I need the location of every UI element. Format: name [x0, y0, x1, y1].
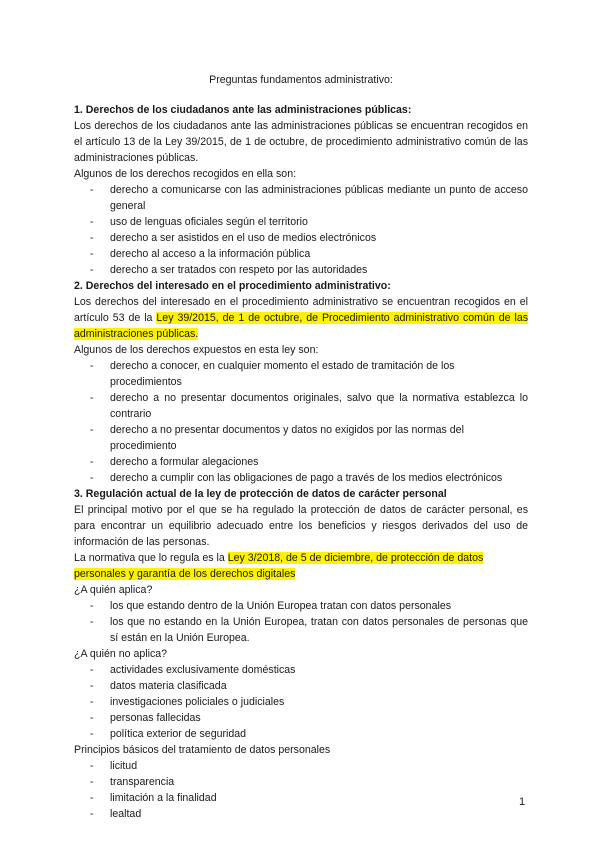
section-2-heading: 2. Derechos del interesado en el procedimiento administrativo: [74, 280, 391, 292]
highlighted-law-reference: Ley 39/2015, de 1 de octubre, de Procedimiento administrativo común de las administraciones públicas. [74, 312, 529, 340]
list-item: - derecho a cumplir con las obligaciones de pago a través de los medios electrónicos [74, 470, 528, 486]
list-item: - derecho a ser asistidos en el uso de medios electrónicos [74, 230, 528, 246]
question-applies: ¿A quién aplica? [74, 584, 153, 596]
list-item: - personas fallecidas [74, 710, 528, 726]
list-item: - actividades exclusivamente domésticas [74, 662, 528, 678]
section-3-intro: El principal motivo por el que se ha regulado la protección de datos de carácter personal, es para encontrar un equilibrio adecuado entre los beneficios y riesgos derivados del uso de información de las personas. [74, 504, 528, 548]
applies-list [74, 598, 528, 646]
section-2-lead: Algunos de los derechos expuestos en esta ley son: [74, 344, 319, 356]
list-item: - datos materia clasificada [74, 678, 528, 694]
section-2-intro [74, 294, 528, 342]
section-2-intro-text: Los derechos del interesado en el procedimiento administrativo se encuentran recogidos en el artículo 53 de la [74, 296, 528, 324]
list-item: - derecho a ser tratados con respeto por las autoridades [74, 262, 528, 278]
question-not-applies: ¿A quién no aplica? [74, 648, 168, 660]
list-item: - licitud [74, 758, 528, 774]
list-item: - los que estando dentro de la Unión Europea tratan con datos personales [74, 598, 528, 614]
highlighted-law-reference: Ley 3/2018, de 5 de diciembre, de protección de datos personales y garantía de los derechos digitales [74, 552, 484, 580]
not-applies-list [74, 662, 528, 742]
principles-lead: Principios básicos del tratamiento de datos personales [74, 744, 331, 756]
list-item: - derecho a no presentar documentos originales, salvo que la normativa establezca lo contrario [74, 390, 528, 422]
principles-list [74, 758, 528, 822]
list-item: - derecho a formular alegaciones [74, 454, 528, 470]
list-item: - lealtad [74, 806, 528, 822]
document-page [74, 72, 528, 822]
section-3-heading: 3. Regulación actual de la ley de protección de datos de carácter personal [74, 488, 447, 500]
section-1-list [74, 182, 528, 278]
list-item: - política exterior de seguridad [74, 726, 528, 742]
list-item: - derecho al acceso a la información pública [74, 246, 528, 262]
section-1-heading: 1. Derechos de los ciudadanos ante las administraciones públicas: [74, 104, 412, 116]
list-item: - derecho a comunicarse con las administraciones públicas mediante un punto de acceso general [74, 182, 528, 214]
section-2-list [74, 358, 528, 486]
list-item: - limitación a la finalidad [74, 790, 528, 806]
list-item: - transparencia [74, 774, 528, 790]
section-1-lead: Algunos de los derechos recogidos en ella son: [74, 168, 297, 180]
list-item: - uso de lenguas oficiales según el territorio [74, 214, 528, 230]
section-3-norm [74, 550, 528, 582]
list-item: - los que no estando en la Unión Europea, tratan con datos personales de personas que sí están en la Unión Europea. [74, 614, 528, 646]
list-item: - derecho a no presentar documentos y datos no exigidos por las normas del procedimiento [74, 422, 528, 454]
list-item: - investigaciones policiales o judiciales [74, 694, 528, 710]
section-3-norm-text: La normativa que lo regula es la [74, 552, 228, 564]
list-item: - derecho a conocer, en cualquier momento el estado de tramitación de los procedimientos [74, 358, 528, 390]
page-number: 1 [519, 796, 526, 808]
document-title: Preguntas fundamentos administrativo: [209, 74, 393, 86]
section-1-intro: Los derechos de los ciudadanos ante las administraciones públicas se encuentran recogidos en el artículo 13 de la Ley 39/2015, de 1 de octubre, de procedimiento administrativo común de las administraciones públicas. [74, 120, 528, 164]
